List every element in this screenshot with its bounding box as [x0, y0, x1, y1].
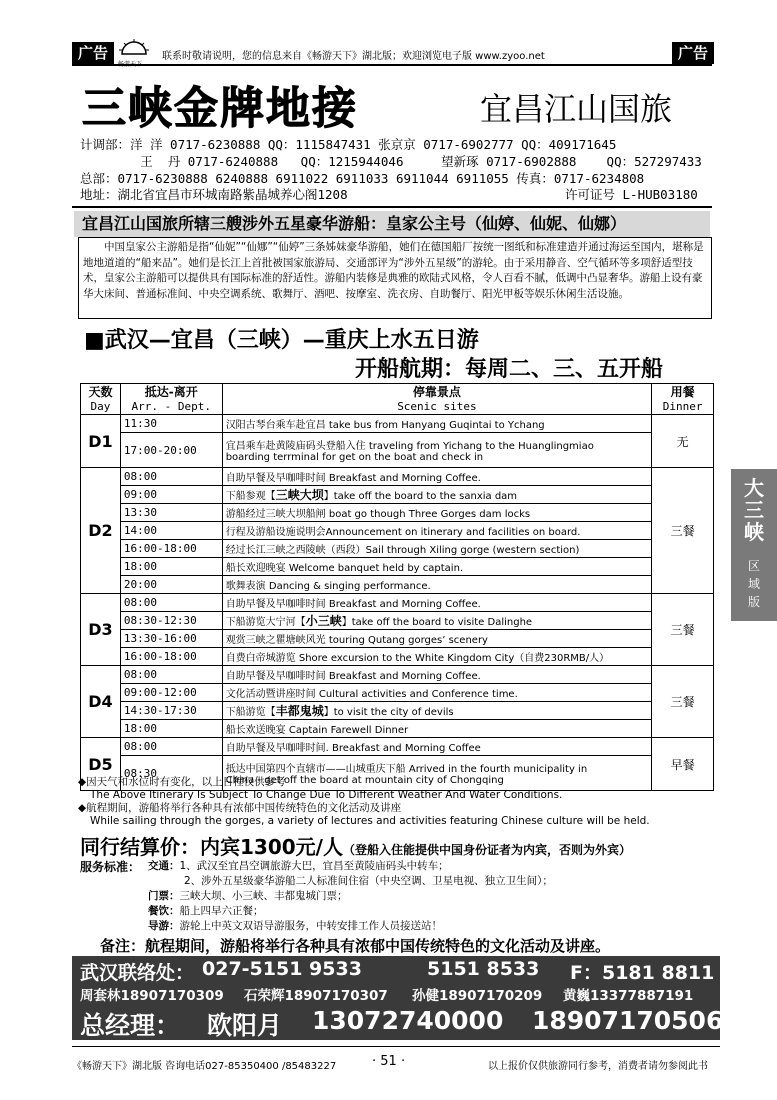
region-side-tab: [731, 469, 777, 621]
wuhan-office-box: [72, 956, 724, 1040]
address: 地址：湖北省宜昌市环城南路紫晶城养心阁1208: [80, 187, 348, 202]
site-text: 自助早餐及早咖啡时间 Breakfast and Morning Coffee.: [225, 599, 481, 610]
site-text: 行程及游船设施说明会Announcement on itinerary and facilities on board.: [225, 527, 581, 538]
ad-label-right: 广告: [672, 42, 714, 64]
scenic-site: [222, 756, 651, 791]
day-label: D4: [81, 666, 121, 738]
site-text: 经过长江三峡之西陵峡（西段）Sail through Xiling gorge (western section): [225, 545, 580, 556]
staff-2: 石荣辉18907170307: [244, 988, 388, 1004]
table-row: [81, 702, 714, 720]
table-row: [81, 612, 714, 630]
contact-row-2: 王 丹 0717-6240888 QQ：1215944046 望新琢 0717-6902888 QQ：527297433: [80, 154, 702, 169]
footer-divider: [72, 1046, 720, 1047]
side-tab-sub: 区域版: [747, 559, 760, 609]
top-divider: [72, 64, 712, 66]
table-header: [81, 384, 714, 415]
table-row: [81, 504, 714, 522]
office-fax: F：5181 8811: [570, 962, 715, 984]
day-label: D2: [81, 468, 121, 594]
office-label: 武汉联络处：: [80, 962, 195, 984]
remark: 备注：航程期间，游船将举行各种具有浓郁中国传统特色的文化活动及讲座。: [100, 937, 611, 955]
site-text: 船长欢送晚宴 Captain Farewell Dinner: [225, 725, 409, 736]
meal-info: 三餐: [652, 468, 714, 594]
arrival-time: 09:00: [120, 486, 222, 504]
arrival-time: 09:00-12:00: [120, 684, 222, 702]
source-notice: 联系时敬请说明，您的信息来自《畅游天下》湖北版；欢迎浏览电子版 www.zyoo.net: [162, 51, 545, 62]
price-line: [80, 831, 631, 860]
table-row: [81, 630, 714, 648]
arrival-time: 08:00: [120, 468, 222, 486]
service-traffic-1: 交通：1、武汉至宜昌空调旅游大巴，宜昌至黄陵庙码头中转车；: [148, 860, 449, 872]
scenic-site: [222, 576, 651, 594]
note-culture-en: While sailing through the gorges, a variety of lectures and activities featuring Chinese culture will be held.: [90, 815, 650, 827]
scenic-site: [222, 648, 651, 666]
route-title: ■武汉—宜昌（三峡）—重庆上水五日游: [84, 328, 479, 353]
service-tickets: 门票：三峡大坝、小三峡、丰都鬼城门票；: [148, 890, 348, 902]
table-row: [81, 594, 714, 612]
price-remark: （登船入住能提供中国身份证者为内宾，否则为外宾）: [342, 843, 631, 857]
table-row: [81, 433, 714, 468]
contact-divider: [72, 206, 712, 208]
scenic-site: [222, 522, 651, 540]
manager-phone-2: 18907170506: [532, 1006, 724, 1035]
note-weather-cn: ◆因天气和水位时有变化，以上日程仅供参考: [78, 776, 286, 788]
site-text: 文化活动暨讲座时间 Cultural activities and Conference time.: [225, 689, 518, 700]
scenic-site: [222, 594, 651, 612]
scenic-site: [222, 684, 651, 702]
site-text: 下船参观【: [225, 491, 276, 502]
meal-info: 无: [652, 415, 714, 468]
site-text: 】take off the board to the sanxia dam: [323, 491, 518, 502]
arrival-time: 08:00: [120, 738, 222, 756]
table-row: [81, 486, 714, 504]
day-label: D3: [81, 594, 121, 666]
site-text: 船长欢迎晚宴 Welcome banquet held by captain.: [225, 563, 464, 574]
header-time: 抵达-离开 Arr. - Dept.: [120, 384, 222, 415]
ship-intro-text: 中国皇家公主游船是指“仙妮”“仙娜”“仙婷”三条姊妹豪华游船，她们在德国船厂按统一图纸和标准建造并通过海运至国内，堪称是地地道道的“船来品”。她们是长江上首批被国家旅游局、交通部评为“涉外五星级”的游轮。由于采用静音、空气循环等多项舒适型技术，皇家公主游船可以提供具有国际标准的舒适性。游船内装修是典雅的欧陆式风格，令人百看不腻，低调中凸显奢华。游船上设有豪华大床间、普通标准间、中央空调系统、歌舞厅、酒吧、按摩室、洗衣房、自助餐厅、阳光甲板等娱乐休闲生活设施。: [83, 241, 704, 300]
staff-1: 周套林18907170309: [80, 988, 224, 1004]
table-row: [81, 738, 714, 756]
contact-row-3: 总部：0717-6230888 6240888 6911022 6911033 6911044 6911055 传真：0717-6234808: [80, 171, 645, 186]
itinerary-table: [80, 383, 714, 791]
manager-label: 总经理：: [80, 1011, 181, 1040]
scenic-site: [222, 468, 651, 486]
ship-intro-box: [78, 237, 712, 319]
price-value: 内宾1300元/人: [200, 835, 343, 859]
manager-name: 欧阳月: [207, 1011, 283, 1040]
office-phone-1: 027-5151 9533: [202, 958, 362, 980]
scenic-site: [222, 666, 651, 684]
site-text: 观赏三峡之瞿塘峡风光 touring Qutang gorges’ scenery: [225, 635, 488, 646]
ship-banner: 宜昌江山国旅所辖三艘涉外五星豪华游船：皇家公主号（仙婷、仙妮、仙娜）: [74, 211, 710, 237]
scenic-site: [222, 558, 651, 576]
arrival-time: 16:00-18:00: [120, 648, 222, 666]
service-title: 服务标准：: [80, 860, 141, 874]
page-number: · 51 ·: [372, 1054, 406, 1069]
service-traffic-2: 2、涉外五星级豪华游船二人标准间住宿（中央空调、卫星电视、独立卫生间）；: [184, 875, 553, 887]
header-sites: 停靠景点 Scenic sites: [222, 384, 651, 415]
arrival-time: 14:30-17:30: [120, 702, 222, 720]
staff-4: 黄巍13377887191: [563, 988, 694, 1004]
arrival-time: 08:00: [120, 594, 222, 612]
service-meals: 餐饮：船上四早六正餐；: [148, 905, 264, 917]
scenic-site: [222, 612, 651, 630]
company-name: 宜昌江山国旅: [480, 90, 673, 128]
footer-left: 《畅游天下》湖北版 咨询电话027-85350400 /85483227: [72, 1061, 337, 1072]
meal-info: 早餐: [652, 738, 714, 791]
scenic-site: [222, 720, 651, 738]
site-text: 自助早餐及早咖啡时间. Breakfast and Morning Coffee: [225, 743, 481, 754]
arrival-time: 18:00: [120, 558, 222, 576]
footer-right: 以上报价仅供旅游同行参考，消费者请勿参阅此书: [488, 1061, 708, 1072]
scenic-site: [222, 504, 651, 522]
arrival-time: 11:30: [120, 415, 222, 433]
site-text-line2: China - get off the board at mountain city of Chongqing: [225, 775, 504, 786]
arrival-time: 18:00: [120, 720, 222, 738]
site-text: 下船游览【: [225, 707, 276, 718]
arrival-time: 13:30: [120, 504, 222, 522]
header-day: 天数 Day: [81, 384, 121, 415]
table-row: [81, 415, 714, 433]
table-row: [81, 522, 714, 540]
side-tab-title: 大三峡: [744, 476, 764, 544]
staff-3: 孙健18907170209: [412, 988, 543, 1004]
brand-title: 三峡金牌地接: [82, 83, 358, 134]
table-row: [81, 558, 714, 576]
site-text: 】take off the board to visite Dalinghe: [341, 617, 533, 628]
site-text: 游船经过三峡大坝船闸 boat go though Three Gorges dam locks: [225, 509, 531, 520]
scenic-site: [222, 433, 651, 468]
day-label: D5: [81, 738, 121, 791]
service-guide: 导游：游轮上中英文双语导游服务，中转安排工作人员接送站！: [148, 920, 442, 932]
site-text: 自助早餐及早咖啡时间 Breakfast and Morning Coffee.: [225, 671, 481, 682]
table-row: [81, 576, 714, 594]
site-highlight: 丰都鬼城: [275, 704, 324, 718]
sailing-schedule: 开船航期：每周二、三、五开船: [355, 357, 664, 382]
day-label: D1: [81, 415, 121, 468]
header-meal: 用餐 Dinner: [652, 384, 714, 415]
site-text: 自费白帝城游览 Shore excursion to the White Kingdom City（自费230RMB/人）: [225, 653, 610, 664]
contact-row-1: 计调部：洋 洋 0717-6230888 QQ：1115847431 张京京 0717-6902777 QQ：409171645: [80, 137, 617, 152]
note-weather-en: The Above Itinerary Is Subject To Change Due To Different Weather And Water Conditions.: [90, 789, 563, 801]
table-row: [81, 684, 714, 702]
price-label: 同行结算价：: [80, 835, 200, 859]
scenic-site: [222, 702, 651, 720]
table-row: [81, 720, 714, 738]
meal-info: 三餐: [652, 666, 714, 738]
scenic-site: [222, 415, 651, 433]
site-text: 】to visit the city of devils: [323, 707, 454, 718]
site-text-line2: boarding terrminal for get on the boat and check in: [225, 452, 484, 463]
scenic-site: [222, 540, 651, 558]
site-highlight: 三峡大坝: [275, 488, 324, 502]
arrival-time: 20:00: [120, 576, 222, 594]
arrival-time: 08:00: [120, 666, 222, 684]
site-text: 自助早餐及早咖啡时间 Breakfast and Morning Coffee.: [225, 473, 481, 484]
table-row: [81, 648, 714, 666]
site-text: 歌舞表演 Dancing & singing performance.: [225, 581, 431, 592]
site-text: 汉阳古琴台乘车赴宜昌 take bus from Hanyang Guqintai to Ychang: [225, 420, 545, 431]
site-text: 抵达中国第四个直辖市——山城重庆下船 Arrived in the fourth municipality in: [225, 764, 588, 775]
arrival-time: 13:30-16:00: [120, 630, 222, 648]
scenic-site: [222, 738, 651, 756]
manager-phone-1: 13072740000: [312, 1006, 504, 1035]
arrival-time: 17:00-20:00: [120, 433, 222, 468]
scenic-site: [222, 486, 651, 504]
meal-info: 三餐: [652, 594, 714, 666]
ad-label-left: 广告: [72, 42, 114, 64]
arrival-time: 14:00: [120, 522, 222, 540]
scenic-site: [222, 630, 651, 648]
license-number: 许可证号 L-HUB03180: [565, 187, 698, 202]
note-culture-cn: ◆航程期间，游船将举行各种具有浓郁中国传统特色的文化活动及讲座: [78, 802, 402, 814]
table-row: [81, 666, 714, 684]
arrival-time: 16:00-18:00: [120, 540, 222, 558]
site-text: 宜昌乘车赴黄陵庙码头登船入住 traveling from Yichang to the Huanglingmiao: [225, 441, 594, 452]
arrival-time: 08:30-12:30: [120, 612, 222, 630]
table-row: [81, 468, 714, 486]
office-phone-2: 5151 8533: [427, 958, 540, 980]
site-text: 下船游览大宁河【: [225, 617, 306, 628]
table-row: [81, 540, 714, 558]
arrival-time: 08:30: [120, 756, 222, 791]
site-highlight: 小三峡: [305, 614, 342, 628]
